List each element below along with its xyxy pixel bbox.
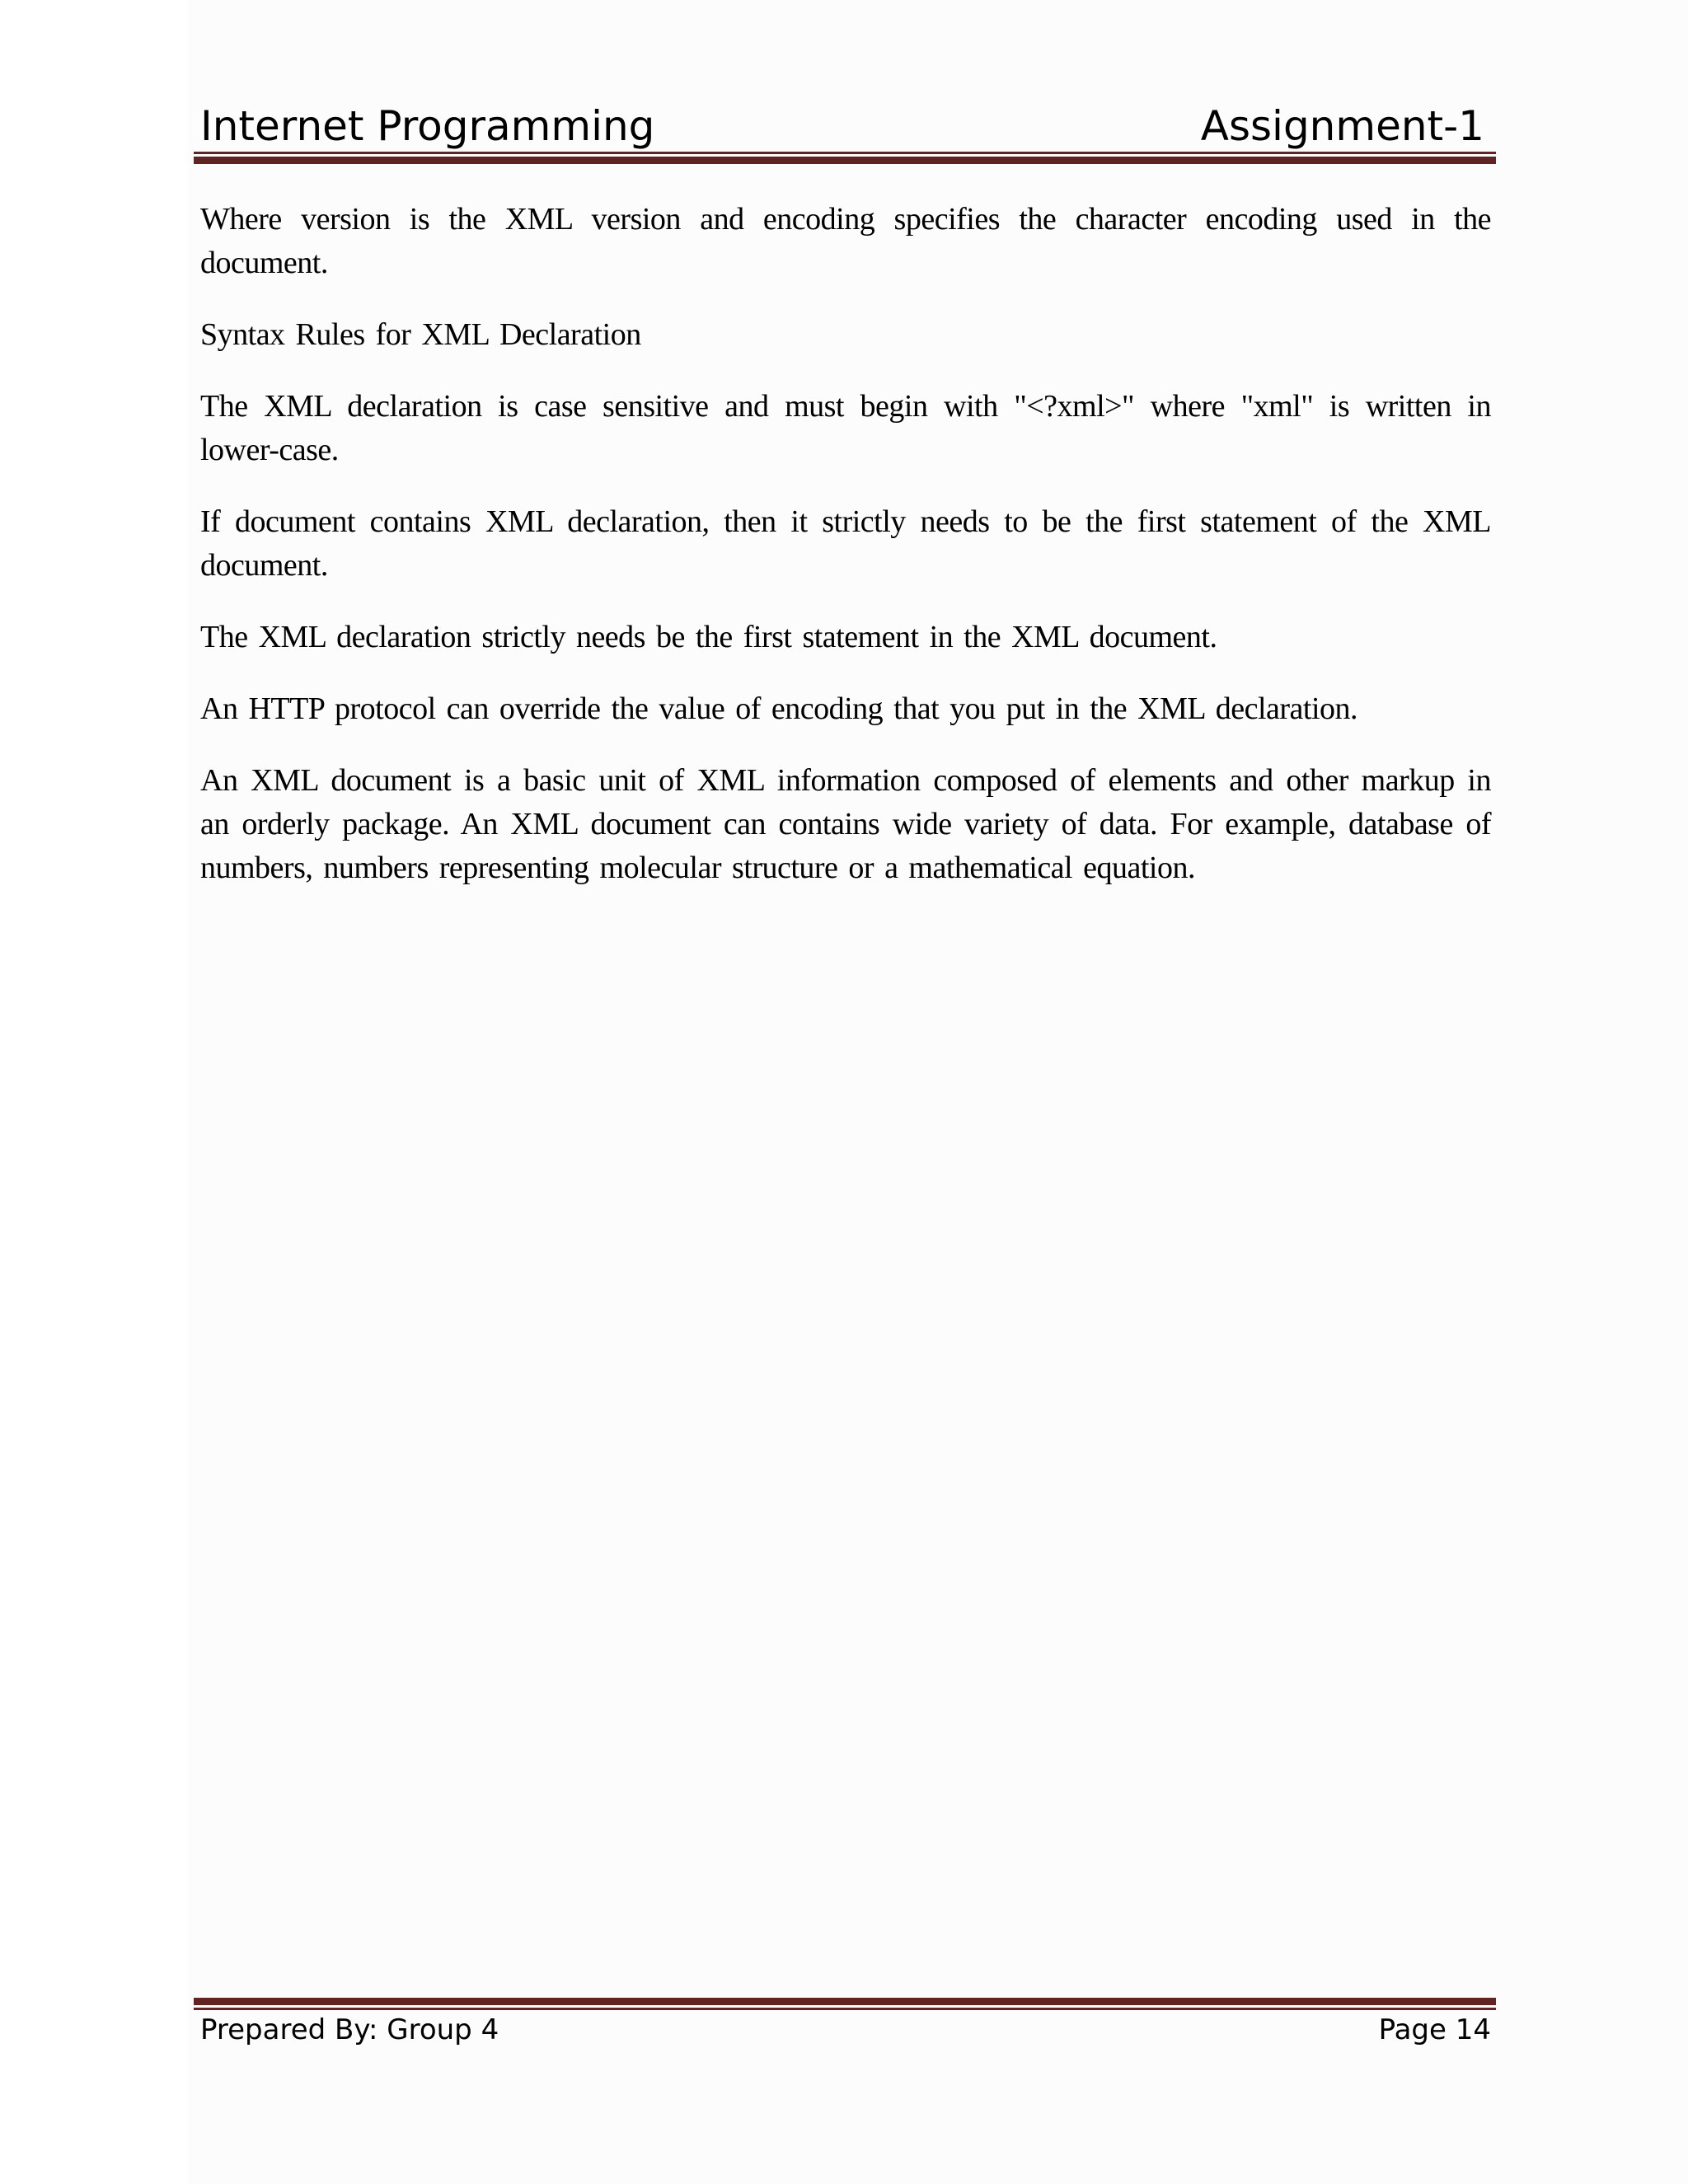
paragraph-syntax-heading: Syntax Rules for XML Declaration — [200, 317, 641, 352]
page-footer — [200, 2009, 1491, 2059]
header-title: Internet Programming — [200, 102, 655, 150]
footer-rule-thick — [194, 1998, 1496, 2005]
footer-prepared-by: Prepared By: Group 4 — [200, 2013, 499, 2046]
paragraph-version-encoding: Where version is the XML version and encoding specifies the character encoding used in the document. — [200, 202, 1491, 280]
paragraph-http-override: An HTTP protocol can override the value of encoding that you put in the XML declaration. — [200, 691, 1358, 726]
document-body — [200, 198, 1491, 918]
paragraph-first-statement: If document contains XML declaration, then it strictly needs to be the first statement of the XML document. — [200, 504, 1491, 583]
paragraph-strictly-first: The XML declaration strictly needs be the first statement in the XML document. — [200, 620, 1217, 654]
paragraph-xml-document: An XML document is a basic unit of XML information composed of elements and other markup in an orderly package. An XML document can contains wide variety of data. For example, database of numbers, numbers representing molecular structure or a mathematical equation. — [200, 763, 1491, 885]
footer-page-number: Page 14 — [1378, 2013, 1491, 2046]
header-rule-thin — [194, 152, 1496, 154]
header-rule-thick — [194, 157, 1496, 164]
paragraph-case-sensitive: The XML declaration is case sensitive and must begin with "<?xml>" where "xml" is written in lower-case. — [200, 389, 1491, 467]
header-assignment-label: Assignment-1 — [1200, 102, 1484, 150]
